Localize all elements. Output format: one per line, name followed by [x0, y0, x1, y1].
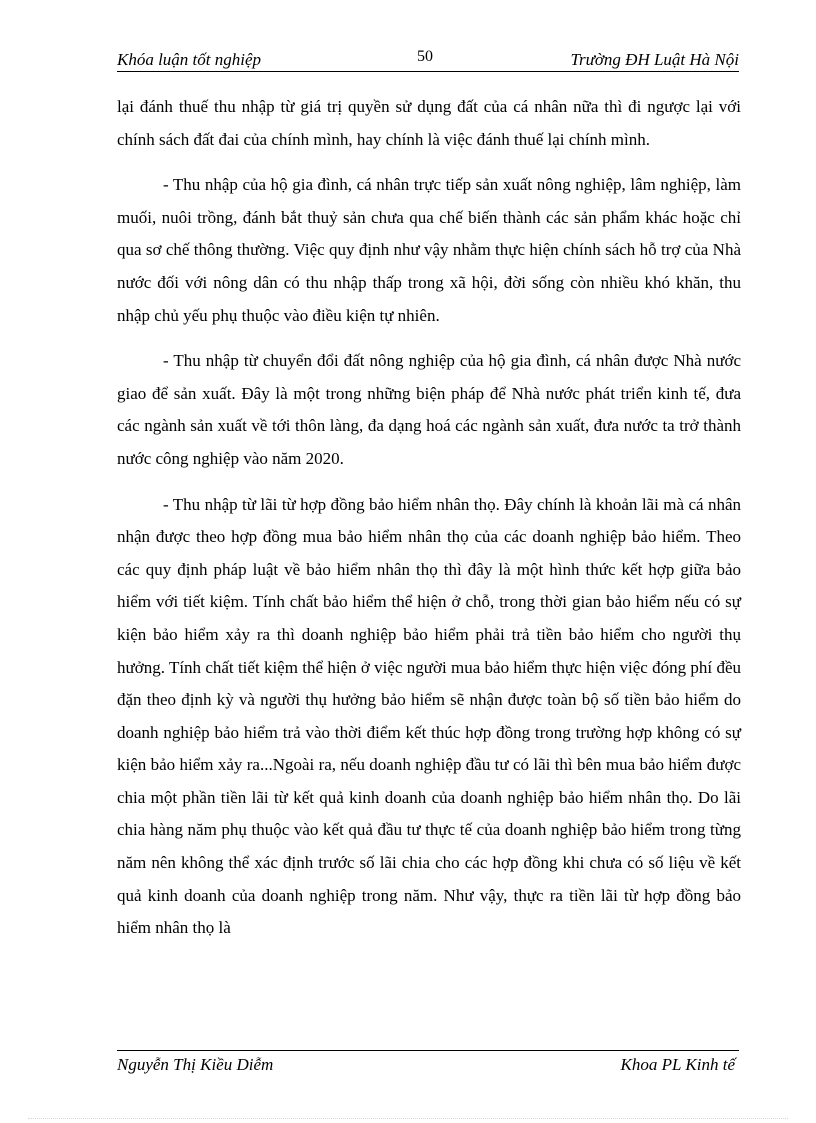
page-bottom-edge: [28, 1118, 788, 1119]
footer-faculty: Khoa PL Kinh tế: [620, 1055, 735, 1074]
header-thesis-title: Khóa luận tốt nghiệp: [117, 50, 262, 69]
paragraph-agriculture-income: - Thu nhập của hộ gia đình, cá nhân trực tiếp sản xuất nông nghiệp, lâm nghiệp, làm muối, nuôi trồng, đánh bắt thuỷ sản chưa qua chế biến thành các sản phẩm khác hoặc chỉ qua sơ chế thông thường. Việc quy định như vậy nhằm thực hiện chính sách hỗ trợ của Nhà nước đối với nông dân có thu nhập thấp trong xã hội, đời sống còn nhiều khó khăn, thu nhập chủ yếu phụ thuộc vào điều kiện tự nhiên.: [117, 175, 741, 325]
footer-divider: [117, 1050, 739, 1051]
footer-author: Nguyễn Thị Kiều Diễm: [117, 1055, 274, 1074]
header-university: Trường ĐH Luật Hà Nội: [570, 50, 739, 69]
paragraph-life-insurance-income: - Thu nhập từ lãi từ hợp đồng bảo hiểm nhân thọ. Đây chính là khoản lãi mà cá nhân nhận được theo hợp đồng mua bảo hiểm nhân thọ của các doanh nghiệp bảo hiểm. Theo các quy định pháp luật về bảo hiểm nhân thọ thì đây là một hình thức kết hợp giữa bảo hiểm với tiết kiệm. Tính chất bảo hiểm thể hiện ở chỗ, trong thời gian bảo hiểm nếu có sự kiện bảo hiểm xảy ra thì doanh nghiệp bảo hiểm phải trả tiền bảo hiểm cho người thụ hưởng. Tính chất tiết kiệm thể hiện ở việc người mua bảo hiểm thực hiện việc đóng phí đều đặn theo định kỳ và người thụ hưởng bảo hiểm sẽ nhận được toàn bộ số tiền bảo hiểm do doanh nghiệp bảo hiểm trả vào thời điểm kết thúc hợp đồng trong trường hợp không có sự kiện bảo hiểm xảy ra...Ngoài ra, nếu doanh nghiệp đầu tư có lãi thì bên mua bảo hiểm được chia một phần tiền lãi từ kết quả kinh doanh của doanh nghiệp bảo hiểm nhân thọ. Do lãi chia hàng năm phụ thuộc vào kết quả đầu tư thực tế của doanh nghiệp bảo hiểm trong từng năm nên không thể xác định trước số lãi chia cho các hợp đồng khi chưa có số liệu về kết quả kinh doanh của doanh nghiệp trong năm. Như vậy, thực ra tiền lãi từ hợp đồng bảo hiểm nhân thọ là: [117, 494, 741, 938]
page-body: [117, 91, 741, 958]
paragraph-land-conversion-income: - Thu nhập từ chuyển đổi đất nông nghiệp của hộ gia đình, cá nhân được Nhà nước giao để sản xuất. Đây là một trong những biện pháp để Nhà nước phát triển kinh tế, đưa các ngành sản xuất về tới thôn làng, đa dạng hoá các ngành sản xuất, đưa nước ta trở thành nước công nghiệp vào năm 2020.: [117, 351, 741, 468]
page-footer: [117, 1055, 739, 1079]
page-number: 50: [417, 48, 433, 65]
paragraph-continuation: lại đánh thuế thu nhập từ giá trị quyền sử dụng đất của cá nhân nữa thì đi ngược lại với chính sách đất đai của chính mình, hay chính là việc đánh thuế lại chính mình.: [117, 97, 741, 149]
page-header: [117, 48, 739, 72]
header-divider: [117, 71, 739, 72]
